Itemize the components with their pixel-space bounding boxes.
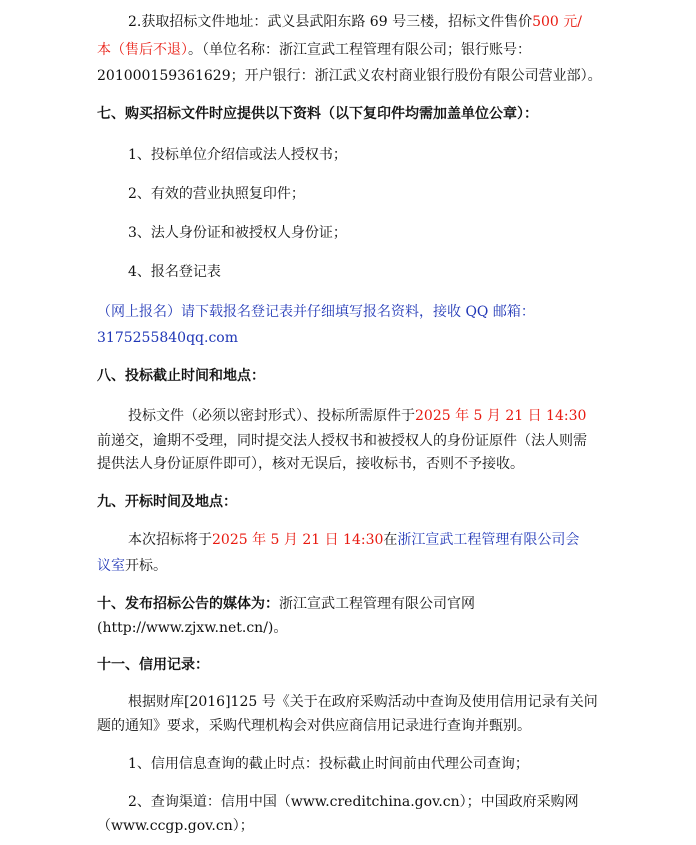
section-7-title: 七、购买招标文件时应提供以下资料（以下复印件均需加盖单位公章）： <box>97 106 538 122</box>
list-item-continued: （www.ccgp.gov.cn）； <box>97 818 254 834</box>
qq-email: 3175255840qq.com <box>97 330 238 346</box>
credit-text-1: 根据财库[2016]125 号《关于在政府采购活动中查询及使用信用记录有关问 <box>128 694 598 710</box>
opening-date: 2025 年 5 月 21 日 14:30 <box>212 532 384 548</box>
address-text: 2.获取招标文件地址：武义县武阳东路 69 号三楼，招标文件售价 <box>128 14 533 30</box>
section-9-title: 九、开标时间及地点： <box>97 494 237 510</box>
bank-line: 201000159361629；开户银行：浙江武义农村商业银行股份有限公司营业部）。 <box>97 68 602 84</box>
opening-end-text: 开标。 <box>125 558 167 574</box>
deadline-line <box>128 406 586 426</box>
deadline-text-3: 提供法人身份证原件即可），核对无误后，接收标书，否则不予接收。 <box>97 456 524 472</box>
list-item: 2、有效的营业执照复印件； <box>128 186 305 202</box>
media-name: 浙江宣武工程管理有限公司官网 <box>279 596 475 612</box>
deadline-text: 投标文件（必须以密封形式）、投标所需原件于 <box>128 408 415 424</box>
online-signup-text: （网上报名）请下载报名登记表并仔细填写报名资料，接收 QQ 邮箱： <box>97 304 535 320</box>
opening-line <box>128 530 579 550</box>
credit-text-2: 题的通知》要求，采购代理机构会对供应商信用记录进行查询并甄别。 <box>97 718 531 734</box>
section-8-title: 八、投标截止时间和地点： <box>97 368 265 384</box>
opening-text: 本次招标将于 <box>128 532 212 548</box>
opening-place-2: 议室 <box>97 558 125 574</box>
deadline-text-2: 前递交，逾期不受理，同时提交法人授权书和被授权人的身份证原件（法人则需 <box>97 433 587 449</box>
media-url: (http://www.zjxw.net.cn/)。 <box>97 620 288 636</box>
list-item: 2、查询渠道：信用中国（www.creditchina.gov.cn）；中国政府采购网 <box>128 794 579 810</box>
deadline-date: 2025 年 5 月 21 日 14:30 <box>415 408 587 424</box>
price-line <box>97 40 531 60</box>
list-item: 4、报名登记表 <box>128 264 221 280</box>
price-text: 500 元/ <box>532 14 582 30</box>
opening-place: 浙江宣武工程管理有限公司会 <box>397 532 580 548</box>
price-note: 本（售后不退） <box>97 42 188 58</box>
section-10-title: 十、发布招标公告的媒体为： <box>97 596 279 612</box>
list-item: 3、法人身份证和被授权人身份证； <box>128 225 347 241</box>
opening-line-2 <box>97 556 167 576</box>
list-item: 1、投标单位介绍信或法人授权书； <box>128 147 347 163</box>
section-11-title: 十一、信用记录： <box>97 657 209 673</box>
opening-text-at: 在 <box>383 532 398 548</box>
address-line <box>128 12 582 32</box>
company-text: 。（单位名称：浙江宣武工程管理有限公司；银行账号： <box>188 42 531 58</box>
media-line <box>97 594 475 614</box>
list-item: 1、信用信息查询的截止时点：投标截止时间前由代理公司查询； <box>128 756 529 772</box>
